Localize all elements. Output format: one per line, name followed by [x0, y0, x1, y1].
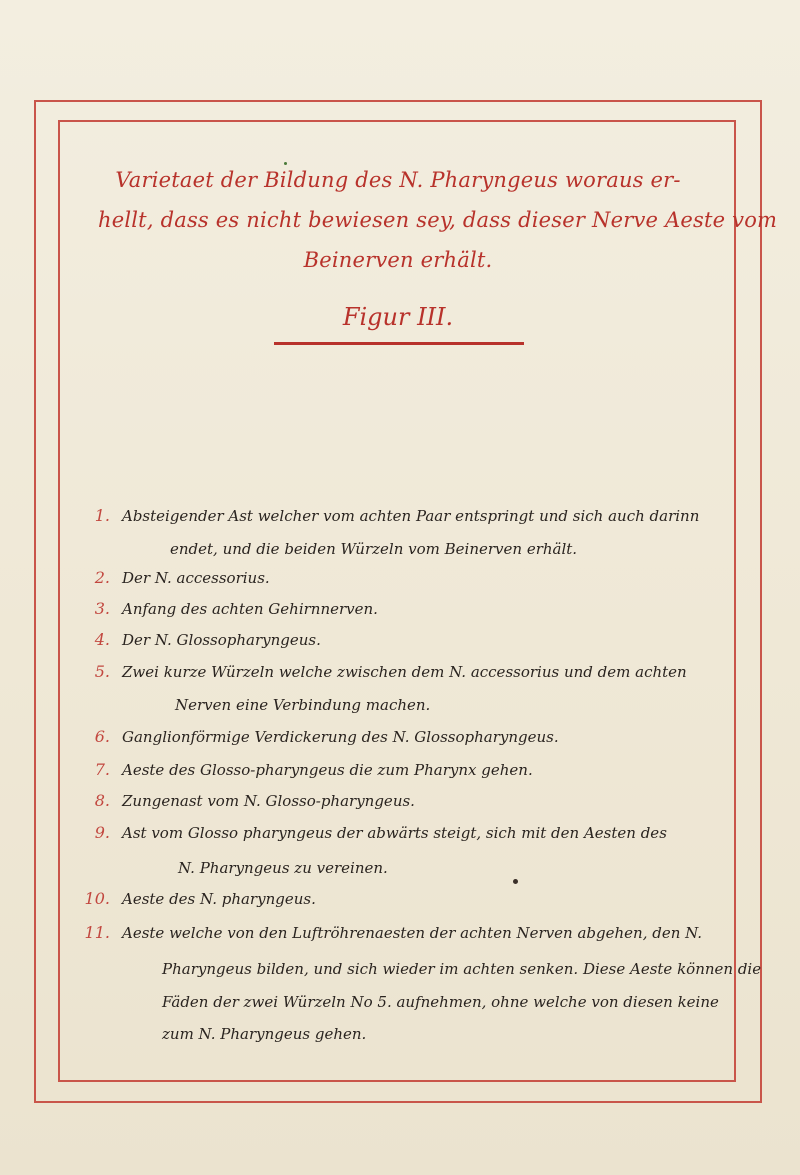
item-text-line: Nerven eine Verbindung machen.: [175, 696, 431, 714]
item-text-line: Zungenast vom N. Glosso-pharyngeus.: [122, 792, 415, 810]
item-number: 7.: [94, 760, 110, 779]
page-title: [98, 160, 778, 280]
item-text-line: Absteigender Ast welcher vom achten Paar entspringt und sich auch darinn: [122, 507, 700, 525]
item-text-line: N. Pharyngeus zu vereinen.: [178, 859, 388, 877]
item-text-line: Der N. accessorius.: [122, 569, 270, 587]
title-underline: [274, 342, 524, 345]
item-text-line: Anfang des achten Gehirnnerven.: [122, 600, 378, 618]
item-text-line: zum N. Pharyngeus gehen.: [162, 1025, 367, 1043]
item-text-line: Ganglionförmige Verdickerung des N. Glossopharyngeus.: [122, 728, 559, 746]
item-number: 8.: [94, 791, 110, 810]
item-number: 11.: [84, 923, 110, 942]
item-text-line: Aeste des Glosso-pharyngeus die zum Pharynx gehen.: [122, 761, 533, 779]
item-number: 4.: [94, 630, 110, 649]
item-number: 3.: [94, 599, 110, 618]
item-text-line: Aeste welche von den Luftröhrenaesten der achten Nerven abgehen, den N.: [122, 924, 703, 942]
item-number: 5.: [94, 662, 110, 681]
item-number: 9.: [94, 823, 110, 842]
item-number: 6.: [94, 727, 110, 746]
ink-spot: [284, 162, 287, 165]
figure-label: Figur III.: [342, 303, 454, 331]
title-line: Beinerven erhält.: [303, 248, 493, 272]
item-text-line: Der N. Glossopharyngeus.: [122, 631, 321, 649]
item-text-line: Pharyngeus bilden, und sich wieder im achten senken. Diese Aeste können die: [162, 960, 762, 978]
item-text-line: Zwei kurze Würzeln welche zwischen dem N. accessorius und dem achten: [122, 663, 687, 681]
item-number: 2.: [94, 568, 110, 587]
ink-spot: [513, 879, 518, 884]
title-line: hellt, dass es nicht bewiesen sey, dass dieser Nerve Aeste vom: [98, 208, 778, 232]
item-number: 10.: [84, 889, 110, 908]
item-text-line: endet, und die beiden Würzeln vom Beinerven erhält.: [170, 540, 578, 558]
title-line: Varietaet der Bildung des N. Pharyngeus woraus er-: [115, 168, 681, 192]
item-text-line: Fäden der zwei Würzeln No 5. aufnehmen, ohne welche von diesen keine: [162, 993, 719, 1011]
item-text-line: Ast vom Glosso pharyngeus der abwärts steigt, sich mit den Aesten des: [122, 824, 667, 842]
item-number: 1.: [94, 506, 110, 525]
item-text-line: Aeste des N. pharyngeus.: [122, 890, 316, 908]
